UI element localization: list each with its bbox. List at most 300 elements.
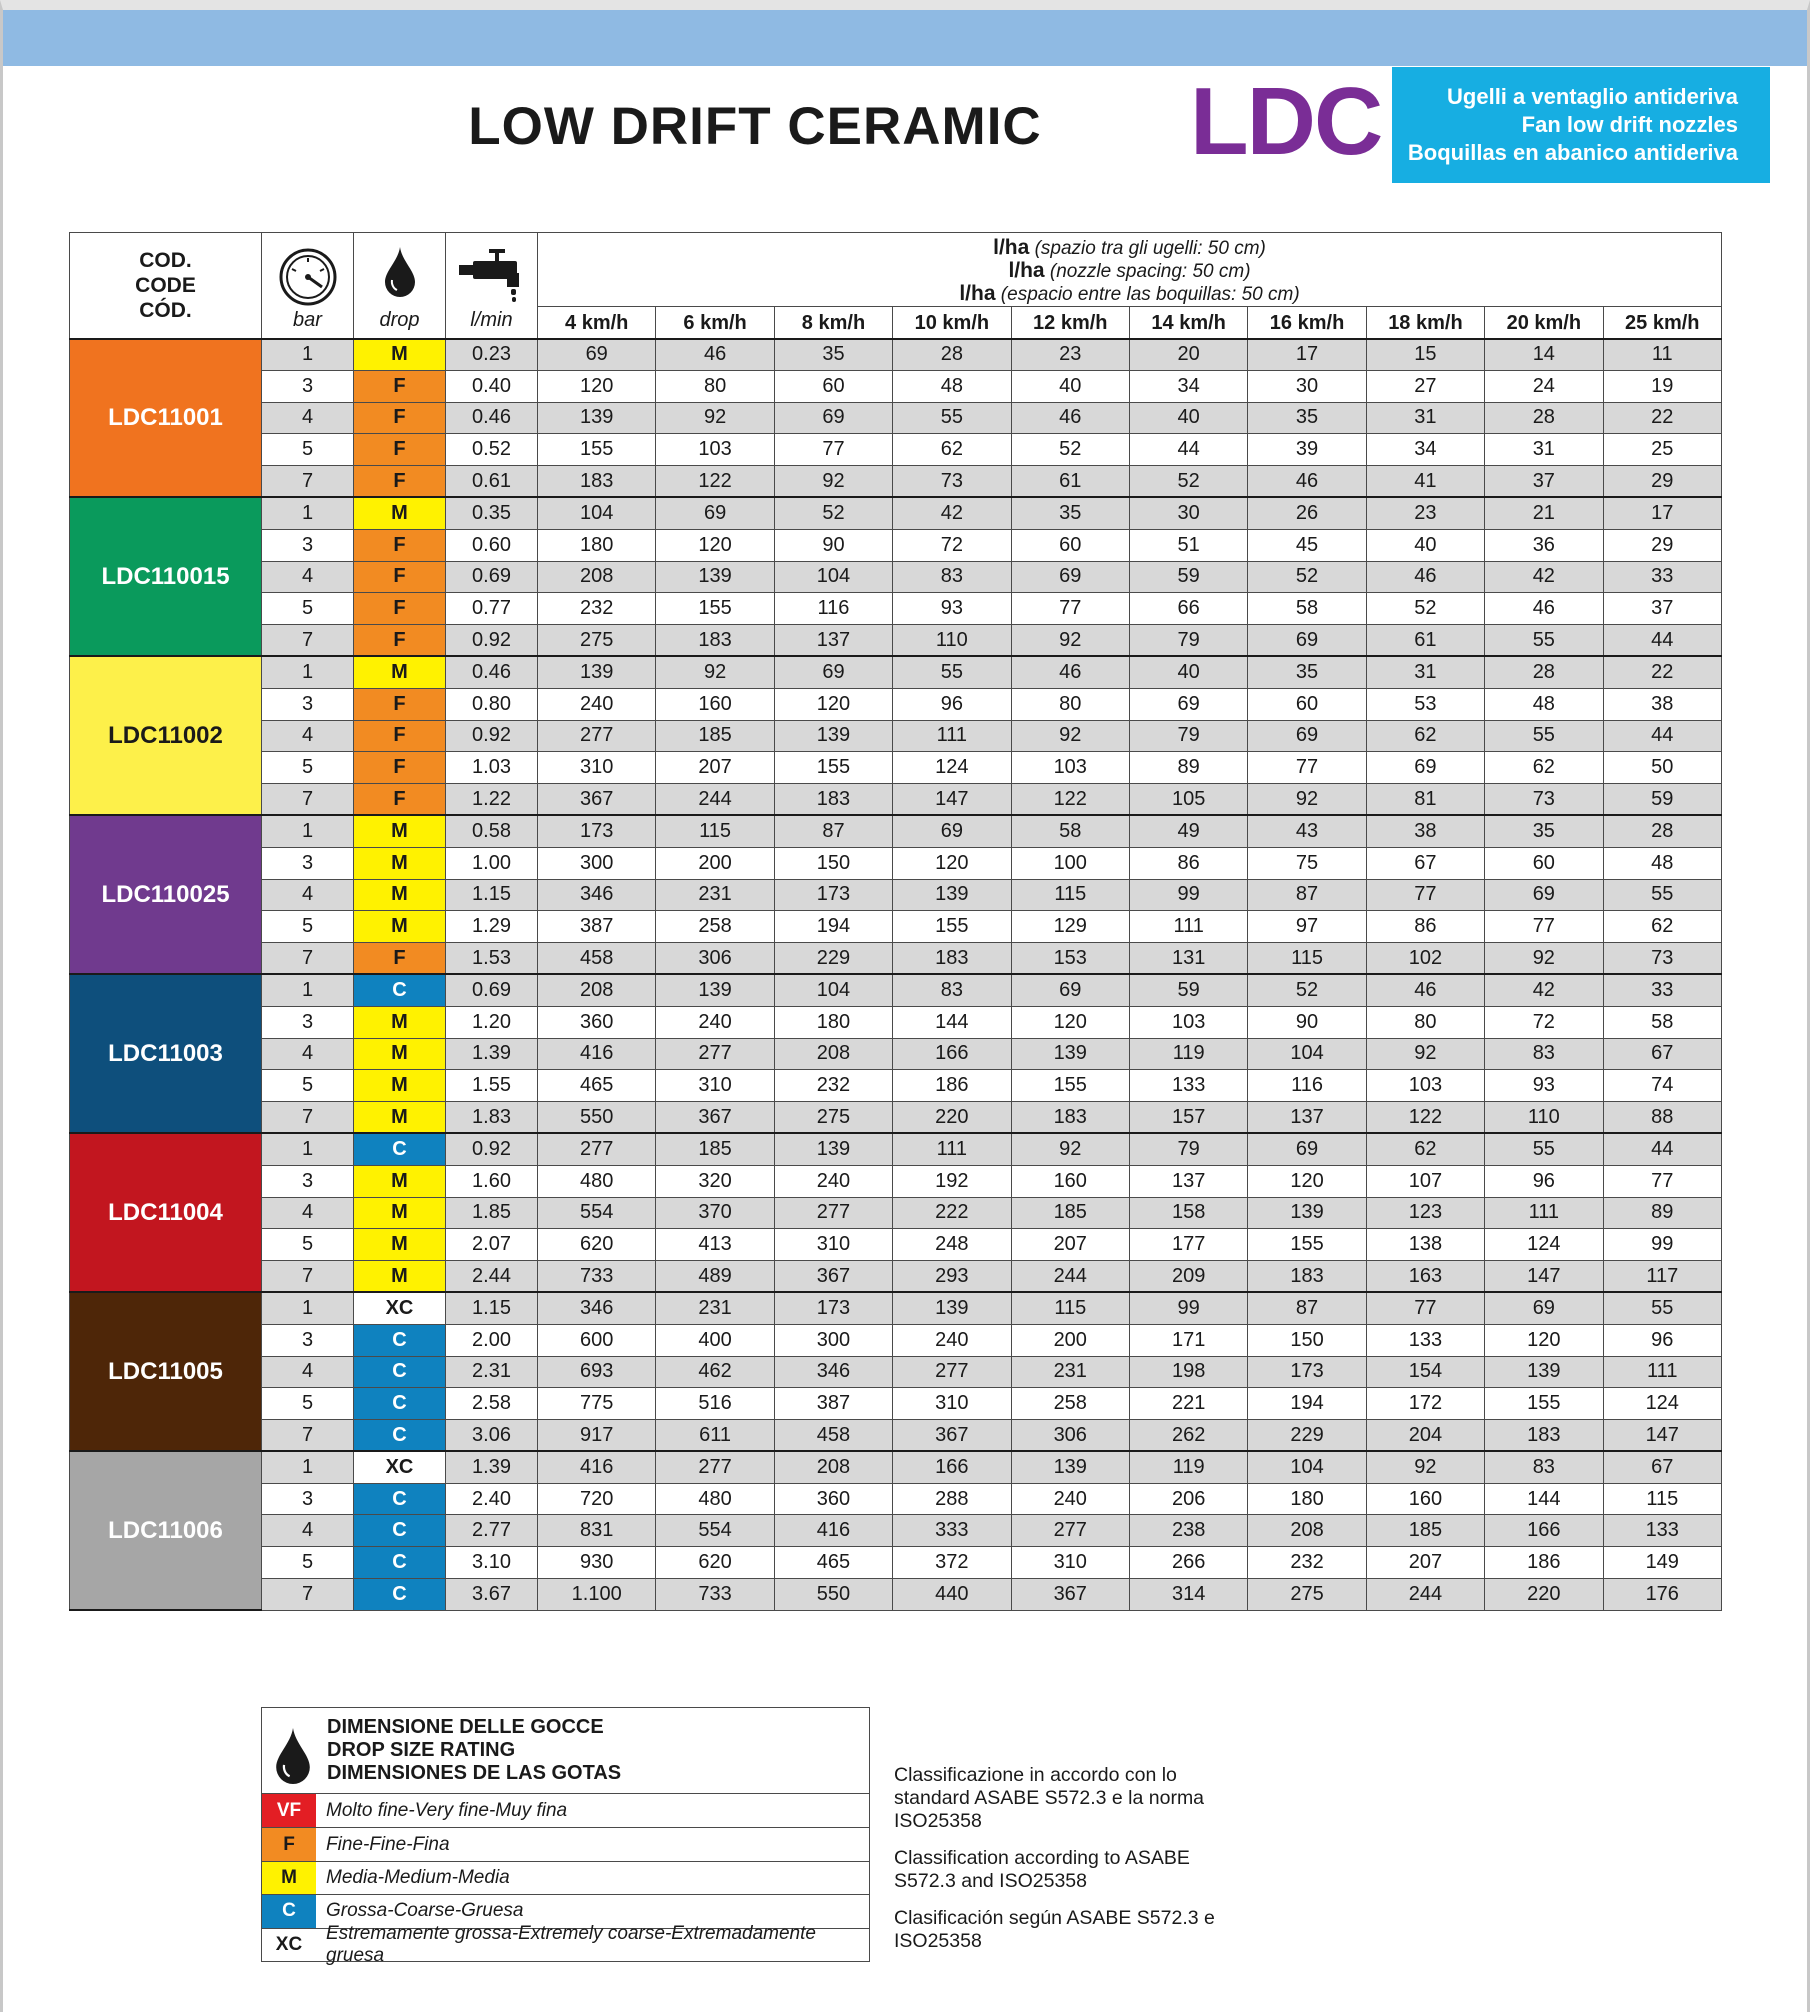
pressure-cell: 7	[262, 625, 354, 657]
lha-value-cell: 208	[774, 1038, 892, 1070]
drop-size-cell: M	[354, 497, 446, 529]
lha-value-cell: 41	[1366, 466, 1484, 498]
legend-description: Grossa-Coarse-Gruesa	[326, 1900, 524, 1922]
lha-value-cell: 277	[656, 1038, 774, 1070]
lha-value-cell: 49	[1129, 815, 1247, 847]
speed-header: 18 km/h	[1366, 307, 1484, 339]
lha-value-cell: 17	[1248, 339, 1366, 371]
lha-value-cell: 183	[774, 784, 892, 816]
lha-value-cell: 69	[656, 497, 774, 529]
pressure-cell: 7	[262, 1261, 354, 1293]
lha-unit: l/ha	[1008, 259, 1045, 282]
lha-line-english	[538, 260, 1721, 283]
lha-value-cell: 240	[893, 1324, 1011, 1356]
table-row	[70, 1261, 1722, 1293]
lha-value-cell: 33	[1603, 974, 1721, 1006]
table-row	[70, 911, 1722, 943]
lha-value-cell: 550	[538, 1102, 656, 1134]
nozzle-code-cell: LDC11002	[70, 656, 262, 815]
table-row	[70, 1070, 1722, 1102]
lha-value-cell: 44	[1129, 434, 1247, 466]
table-row	[70, 593, 1722, 625]
drop-size-cell: C	[354, 1579, 446, 1611]
lha-value-cell: 139	[893, 1292, 1011, 1324]
table-row	[70, 879, 1722, 911]
lha-value-cell: 131	[1129, 943, 1247, 975]
lha-value-cell: 620	[656, 1547, 774, 1579]
lha-value-cell: 220	[1485, 1579, 1603, 1611]
lha-value-cell: 183	[656, 625, 774, 657]
drop-size-cell: C	[354, 1133, 446, 1165]
lmin-label: l/min	[470, 308, 513, 331]
lha-value-cell: 103	[656, 434, 774, 466]
description-english: Fan low drift nozzles	[1521, 112, 1738, 137]
lha-unit: l/ha	[993, 236, 1030, 259]
drop-size-cell: M	[354, 1261, 446, 1293]
drop-size-cell: C	[354, 1547, 446, 1579]
lha-value-cell: 310	[774, 1229, 892, 1261]
lha-value-cell: 31	[1366, 656, 1484, 688]
drop-size-cell: C	[354, 1483, 446, 1515]
description-italian: Ugelli a ventaglio antideriva	[1447, 84, 1738, 109]
nozzle-code-cell: LDC11001	[70, 339, 262, 498]
lha-value-cell: 104	[1248, 1451, 1366, 1483]
lha-value-cell: 185	[1011, 1197, 1129, 1229]
lha-value-cell: 277	[893, 1356, 1011, 1388]
lha-value-cell: 110	[893, 625, 1011, 657]
lha-value-cell: 147	[893, 784, 1011, 816]
flow-rate-cell: 0.46	[446, 402, 538, 434]
pressure-cell: 7	[262, 943, 354, 975]
lha-value-cell: 306	[1011, 1420, 1129, 1452]
lha-value-cell: 55	[893, 656, 1011, 688]
lha-value-cell: 133	[1603, 1515, 1721, 1547]
lha-value-cell: 37	[1603, 593, 1721, 625]
lha-value-cell: 90	[1248, 1006, 1366, 1038]
lha-value-cell: 69	[1366, 752, 1484, 784]
lha-value-cell: 206	[1129, 1483, 1247, 1515]
lha-value-cell: 166	[893, 1038, 1011, 1070]
lha-value-cell: 67	[1603, 1451, 1721, 1483]
lha-value-cell: 58	[1248, 593, 1366, 625]
lha-value-cell: 59	[1129, 974, 1247, 1006]
lha-value-cell: 66	[1129, 593, 1247, 625]
lha-value-cell: 62	[1366, 1133, 1484, 1165]
lha-value-cell: 45	[1248, 529, 1366, 561]
legend-title-italian: DIMENSIONE DELLE GOCCE	[327, 1716, 604, 1738]
lha-value-cell: 21	[1485, 497, 1603, 529]
nozzle-code-cell: LDC11003	[70, 974, 262, 1133]
lha-value-cell: 73	[1603, 943, 1721, 975]
lha-value-cell: 183	[1485, 1420, 1603, 1452]
flow-rate-cell: 1.22	[446, 784, 538, 816]
drop-size-cell: F	[354, 402, 446, 434]
nozzle-code-cell: LDC11004	[70, 1133, 262, 1292]
lha-value-cell: 116	[774, 593, 892, 625]
pressure-cell: 5	[262, 593, 354, 625]
lha-value-cell: 120	[774, 688, 892, 720]
flow-rate-cell: 1.60	[446, 1165, 538, 1197]
lha-value-cell: 277	[538, 720, 656, 752]
lha-value-cell: 123	[1366, 1197, 1484, 1229]
lha-value-cell: 97	[1248, 911, 1366, 943]
lha-value-cell: 92	[1248, 784, 1366, 816]
lha-value-cell: 550	[774, 1579, 892, 1611]
lha-value-cell: 158	[1129, 1197, 1247, 1229]
lha-value-cell: 372	[893, 1547, 1011, 1579]
lha-value-cell: 367	[656, 1102, 774, 1134]
table-row	[70, 1420, 1722, 1452]
lha-value-cell: 367	[774, 1261, 892, 1293]
flow-rate-cell: 0.46	[446, 656, 538, 688]
lha-value-cell: 80	[1366, 1006, 1484, 1038]
lha-value-cell: 122	[1366, 1102, 1484, 1134]
lha-value-cell: 52	[1011, 434, 1129, 466]
lha-spacing-note: (nozzle spacing: 50 cm)	[1044, 261, 1251, 282]
lha-value-cell: 104	[774, 561, 892, 593]
lha-value-cell: 31	[1366, 402, 1484, 434]
flow-rate-cell: 1.39	[446, 1451, 538, 1483]
pressure-cell: 1	[262, 974, 354, 1006]
lha-value-cell: 155	[1248, 1229, 1366, 1261]
flow-rate-cell: 0.61	[446, 466, 538, 498]
legend-header	[262, 1708, 869, 1794]
pressure-cell: 3	[262, 847, 354, 879]
lha-value-cell: 103	[1011, 752, 1129, 784]
lha-value-cell: 171	[1129, 1324, 1247, 1356]
nozzle-code-cell: LDC11006	[70, 1451, 262, 1610]
lha-value-cell: 74	[1603, 1070, 1721, 1102]
lha-value-cell: 122	[656, 466, 774, 498]
table-row	[70, 1292, 1722, 1324]
lha-value-cell: 180	[1248, 1483, 1366, 1515]
lha-value-cell: 133	[1366, 1324, 1484, 1356]
lha-value-cell: 92	[774, 466, 892, 498]
lha-value-cell: 138	[1366, 1229, 1484, 1261]
lha-value-cell: 155	[1011, 1070, 1129, 1102]
drop-size-cell: F	[354, 529, 446, 561]
pressure-cell: 5	[262, 1388, 354, 1420]
lha-value-cell: 55	[1485, 625, 1603, 657]
ldc-logo: LDC	[1190, 68, 1382, 175]
flow-rate-cell: 1.15	[446, 879, 538, 911]
lha-value-cell: 46	[1011, 656, 1129, 688]
lha-value-cell: 277	[1011, 1515, 1129, 1547]
lha-value-cell: 104	[538, 497, 656, 529]
lha-value-cell: 62	[893, 434, 1011, 466]
lha-value-cell: 46	[1011, 402, 1129, 434]
lha-value-cell: 306	[656, 943, 774, 975]
lha-value-cell: 48	[1485, 688, 1603, 720]
table-row	[70, 1197, 1722, 1229]
lha-value-cell: 39	[1248, 434, 1366, 466]
lha-value-cell: 129	[1011, 911, 1129, 943]
lha-value-cell: 55	[1603, 1292, 1721, 1324]
lha-value-cell: 1.100	[538, 1579, 656, 1611]
lha-value-cell: 262	[1129, 1420, 1247, 1452]
lha-value-cell: 77	[1248, 752, 1366, 784]
table-row	[70, 561, 1722, 593]
lha-value-cell: 180	[774, 1006, 892, 1038]
lha-value-cell: 489	[656, 1261, 774, 1293]
lha-value-cell: 53	[1366, 688, 1484, 720]
lha-value-cell: 314	[1129, 1579, 1247, 1611]
lha-value-cell: 72	[893, 529, 1011, 561]
lha-value-cell: 92	[1366, 1038, 1484, 1070]
lha-value-cell: 229	[1248, 1420, 1366, 1452]
lha-value-cell: 240	[1011, 1483, 1129, 1515]
pressure-cell: 1	[262, 339, 354, 371]
drop-size-cell: M	[354, 879, 446, 911]
lha-value-cell: 346	[774, 1356, 892, 1388]
lha-value-cell: 23	[1366, 497, 1484, 529]
lha-value-cell: 92	[1011, 625, 1129, 657]
lha-value-cell: 79	[1129, 720, 1247, 752]
drop-size-cell: M	[354, 1070, 446, 1102]
drop-size-cell: M	[354, 911, 446, 943]
pressure-cell: 5	[262, 1547, 354, 1579]
lha-value-cell: 155	[1485, 1388, 1603, 1420]
flow-rate-cell: 3.06	[446, 1420, 538, 1452]
flow-rate-cell: 1.53	[446, 943, 538, 975]
lha-value-cell: 440	[893, 1579, 1011, 1611]
lha-value-cell: 111	[893, 720, 1011, 752]
lha-value-cell: 180	[538, 529, 656, 561]
pressure-cell: 7	[262, 1420, 354, 1452]
lha-value-cell: 67	[1603, 1038, 1721, 1070]
table-row	[70, 402, 1722, 434]
drop-size-cell: F	[354, 784, 446, 816]
lha-value-cell: 183	[893, 943, 1011, 975]
lha-value-cell: 69	[893, 815, 1011, 847]
table-row	[70, 1324, 1722, 1356]
lha-value-cell: 149	[1603, 1547, 1721, 1579]
lha-value-cell: 173	[538, 815, 656, 847]
lha-value-cell: 69	[1011, 561, 1129, 593]
lha-value-cell: 92	[656, 656, 774, 688]
lha-value-cell: 183	[538, 466, 656, 498]
lha-value-cell: 310	[538, 752, 656, 784]
lha-value-cell: 387	[774, 1388, 892, 1420]
lha-value-cell: 11	[1603, 339, 1721, 371]
lha-value-cell: 115	[656, 815, 774, 847]
table-row	[70, 1356, 1722, 1388]
lha-value-cell: 50	[1603, 752, 1721, 784]
lha-value-cell: 61	[1011, 466, 1129, 498]
lha-value-cell: 25	[1603, 434, 1721, 466]
table-row	[70, 974, 1722, 1006]
lha-value-cell: 120	[1485, 1324, 1603, 1356]
lha-value-cell: 69	[1011, 974, 1129, 1006]
lha-value-cell: 104	[774, 974, 892, 1006]
lha-value-cell: 458	[774, 1420, 892, 1452]
lha-value-cell: 87	[1248, 1292, 1366, 1324]
lha-value-cell: 111	[1485, 1197, 1603, 1229]
lha-value-cell: 28	[1603, 815, 1721, 847]
lha-value-cell: 240	[656, 1006, 774, 1038]
lha-value-cell: 275	[538, 625, 656, 657]
lha-value-cell: 166	[1485, 1515, 1603, 1547]
flow-rate-cell: 2.31	[446, 1356, 538, 1388]
lha-value-cell: 40	[1129, 656, 1247, 688]
lha-value-cell: 69	[1248, 1133, 1366, 1165]
lha-value-cell: 229	[774, 943, 892, 975]
lha-value-cell: 186	[1485, 1547, 1603, 1579]
lha-value-cell: 207	[1011, 1229, 1129, 1261]
lha-value-cell: 96	[1603, 1324, 1721, 1356]
flow-rate-cell: 1.20	[446, 1006, 538, 1038]
lha-value-cell: 115	[1011, 1292, 1129, 1324]
lha-value-cell: 59	[1603, 784, 1721, 816]
lha-value-cell: 35	[1011, 497, 1129, 529]
lha-value-cell: 92	[1011, 1133, 1129, 1165]
lha-value-cell: 28	[1485, 656, 1603, 688]
lha-value-cell: 133	[1129, 1070, 1247, 1102]
pressure-cell: 4	[262, 402, 354, 434]
lha-value-cell: 367	[893, 1420, 1011, 1452]
lha-value-cell: 300	[774, 1324, 892, 1356]
code-header-line: CÓD.	[139, 298, 192, 322]
legend-title-spanish: DIMENSIONES DE LAS GOTAS	[327, 1762, 622, 1784]
lha-value-cell: 52	[1129, 466, 1247, 498]
lha-value-cell: 480	[656, 1483, 774, 1515]
bar-label: bar	[293, 308, 322, 331]
drop-size-cell: M	[354, 1006, 446, 1038]
lha-value-cell: 46	[1248, 466, 1366, 498]
flow-rate-cell: 0.69	[446, 974, 538, 1006]
lha-value-cell: 222	[893, 1197, 1011, 1229]
lha-value-cell: 139	[774, 1133, 892, 1165]
drop-size-cell: M	[354, 1165, 446, 1197]
legend-code: VF	[262, 1794, 316, 1827]
lha-value-cell: 14	[1485, 339, 1603, 371]
lha-value-cell: 346	[538, 1292, 656, 1324]
lmin-column-header	[446, 233, 538, 339]
lha-value-cell: 77	[1485, 911, 1603, 943]
lha-value-cell: 416	[538, 1451, 656, 1483]
lha-value-cell: 117	[1603, 1261, 1721, 1293]
speed-header: 8 km/h	[774, 307, 892, 339]
lha-value-cell: 46	[1366, 974, 1484, 1006]
lha-value-cell: 173	[774, 1292, 892, 1324]
drop-size-cell: XC	[354, 1292, 446, 1324]
top-color-band	[3, 10, 1807, 66]
table-row	[70, 1006, 1722, 1038]
nozzle-code-cell: LDC110025	[70, 815, 262, 974]
lha-value-cell: 20	[1129, 339, 1247, 371]
pressure-cell: 1	[262, 1133, 354, 1165]
drop-size-cell: C	[354, 1388, 446, 1420]
lha-value-cell: 28	[1485, 402, 1603, 434]
lha-value-cell: 620	[538, 1229, 656, 1261]
lha-value-cell: 92	[1366, 1451, 1484, 1483]
lha-value-cell: 40	[1366, 529, 1484, 561]
drop-size-cell: F	[354, 943, 446, 975]
lha-value-cell: 198	[1129, 1356, 1247, 1388]
lha-value-cell: 183	[1011, 1102, 1129, 1134]
table-row	[70, 370, 1722, 402]
lha-value-cell: 155	[774, 752, 892, 784]
lha-value-cell: 221	[1129, 1388, 1247, 1420]
flow-rate-cell: 1.83	[446, 1102, 538, 1134]
lha-value-cell: 79	[1129, 625, 1247, 657]
lha-value-cell: 288	[893, 1483, 1011, 1515]
lha-value-cell: 360	[774, 1483, 892, 1515]
drop-column-header	[354, 233, 446, 339]
lha-value-cell: 69	[774, 656, 892, 688]
pressure-cell: 4	[262, 1197, 354, 1229]
lha-value-cell: 173	[1248, 1356, 1366, 1388]
lha-value-cell: 107	[1366, 1165, 1484, 1197]
table-row	[70, 784, 1722, 816]
legend-titles	[327, 1716, 621, 1785]
drop-size-cell: M	[354, 847, 446, 879]
lha-value-cell: 370	[656, 1197, 774, 1229]
lha-value-cell: 58	[1011, 815, 1129, 847]
lha-value-cell: 277	[656, 1451, 774, 1483]
legend-code: M	[262, 1862, 316, 1894]
lha-value-cell: 103	[1366, 1070, 1484, 1102]
lha-value-cell: 58	[1603, 1006, 1721, 1038]
lha-value-cell: 166	[893, 1451, 1011, 1483]
lha-value-cell: 144	[893, 1006, 1011, 1038]
lha-value-cell: 139	[774, 720, 892, 752]
flow-rate-cell: 3.67	[446, 1579, 538, 1611]
lha-value-cell: 31	[1485, 434, 1603, 466]
pressure-cell: 3	[262, 1324, 354, 1356]
lha-value-cell: 17	[1603, 497, 1721, 529]
table-row	[70, 943, 1722, 975]
lha-value-cell: 60	[1248, 688, 1366, 720]
lha-value-cell: 200	[1011, 1324, 1129, 1356]
lha-value-cell: 266	[1129, 1547, 1247, 1579]
pressure-cell: 4	[262, 720, 354, 752]
drop-size-cell: F	[354, 625, 446, 657]
lha-value-cell: 52	[1366, 593, 1484, 625]
lha-value-cell: 60	[1011, 529, 1129, 561]
lha-value-cell: 92	[1485, 943, 1603, 975]
lha-value-cell: 69	[538, 339, 656, 371]
flow-rate-cell: 1.03	[446, 752, 538, 784]
drop-size-cell: C	[354, 1324, 446, 1356]
table-row	[70, 466, 1722, 498]
lha-value-cell: 19	[1603, 370, 1721, 402]
product-description-box	[1392, 67, 1770, 183]
classification-notes	[894, 1764, 1254, 1967]
lha-value-cell: 99	[1129, 879, 1247, 911]
lha-value-cell: 176	[1603, 1579, 1721, 1611]
lha-value-cell: 92	[656, 402, 774, 434]
lha-value-cell: 77	[1366, 879, 1484, 911]
lha-value-cell: 87	[1248, 879, 1366, 911]
lha-value-cell: 69	[1129, 688, 1247, 720]
lha-value-cell: 160	[656, 688, 774, 720]
lha-value-cell: 413	[656, 1229, 774, 1261]
lha-value-cell: 38	[1603, 688, 1721, 720]
lha-value-cell: 73	[1485, 784, 1603, 816]
lha-value-cell: 137	[1129, 1165, 1247, 1197]
lha-value-cell: 83	[893, 974, 1011, 1006]
drop-size-cell: M	[354, 656, 446, 688]
lha-value-cell: 83	[893, 561, 1011, 593]
lha-value-cell: 173	[774, 879, 892, 911]
lha-value-cell: 80	[1011, 688, 1129, 720]
flow-rate-cell: 2.40	[446, 1483, 538, 1515]
drop-size-cell: F	[354, 752, 446, 784]
pressure-cell: 1	[262, 656, 354, 688]
lha-value-cell: 139	[1011, 1038, 1129, 1070]
lha-value-cell: 458	[538, 943, 656, 975]
